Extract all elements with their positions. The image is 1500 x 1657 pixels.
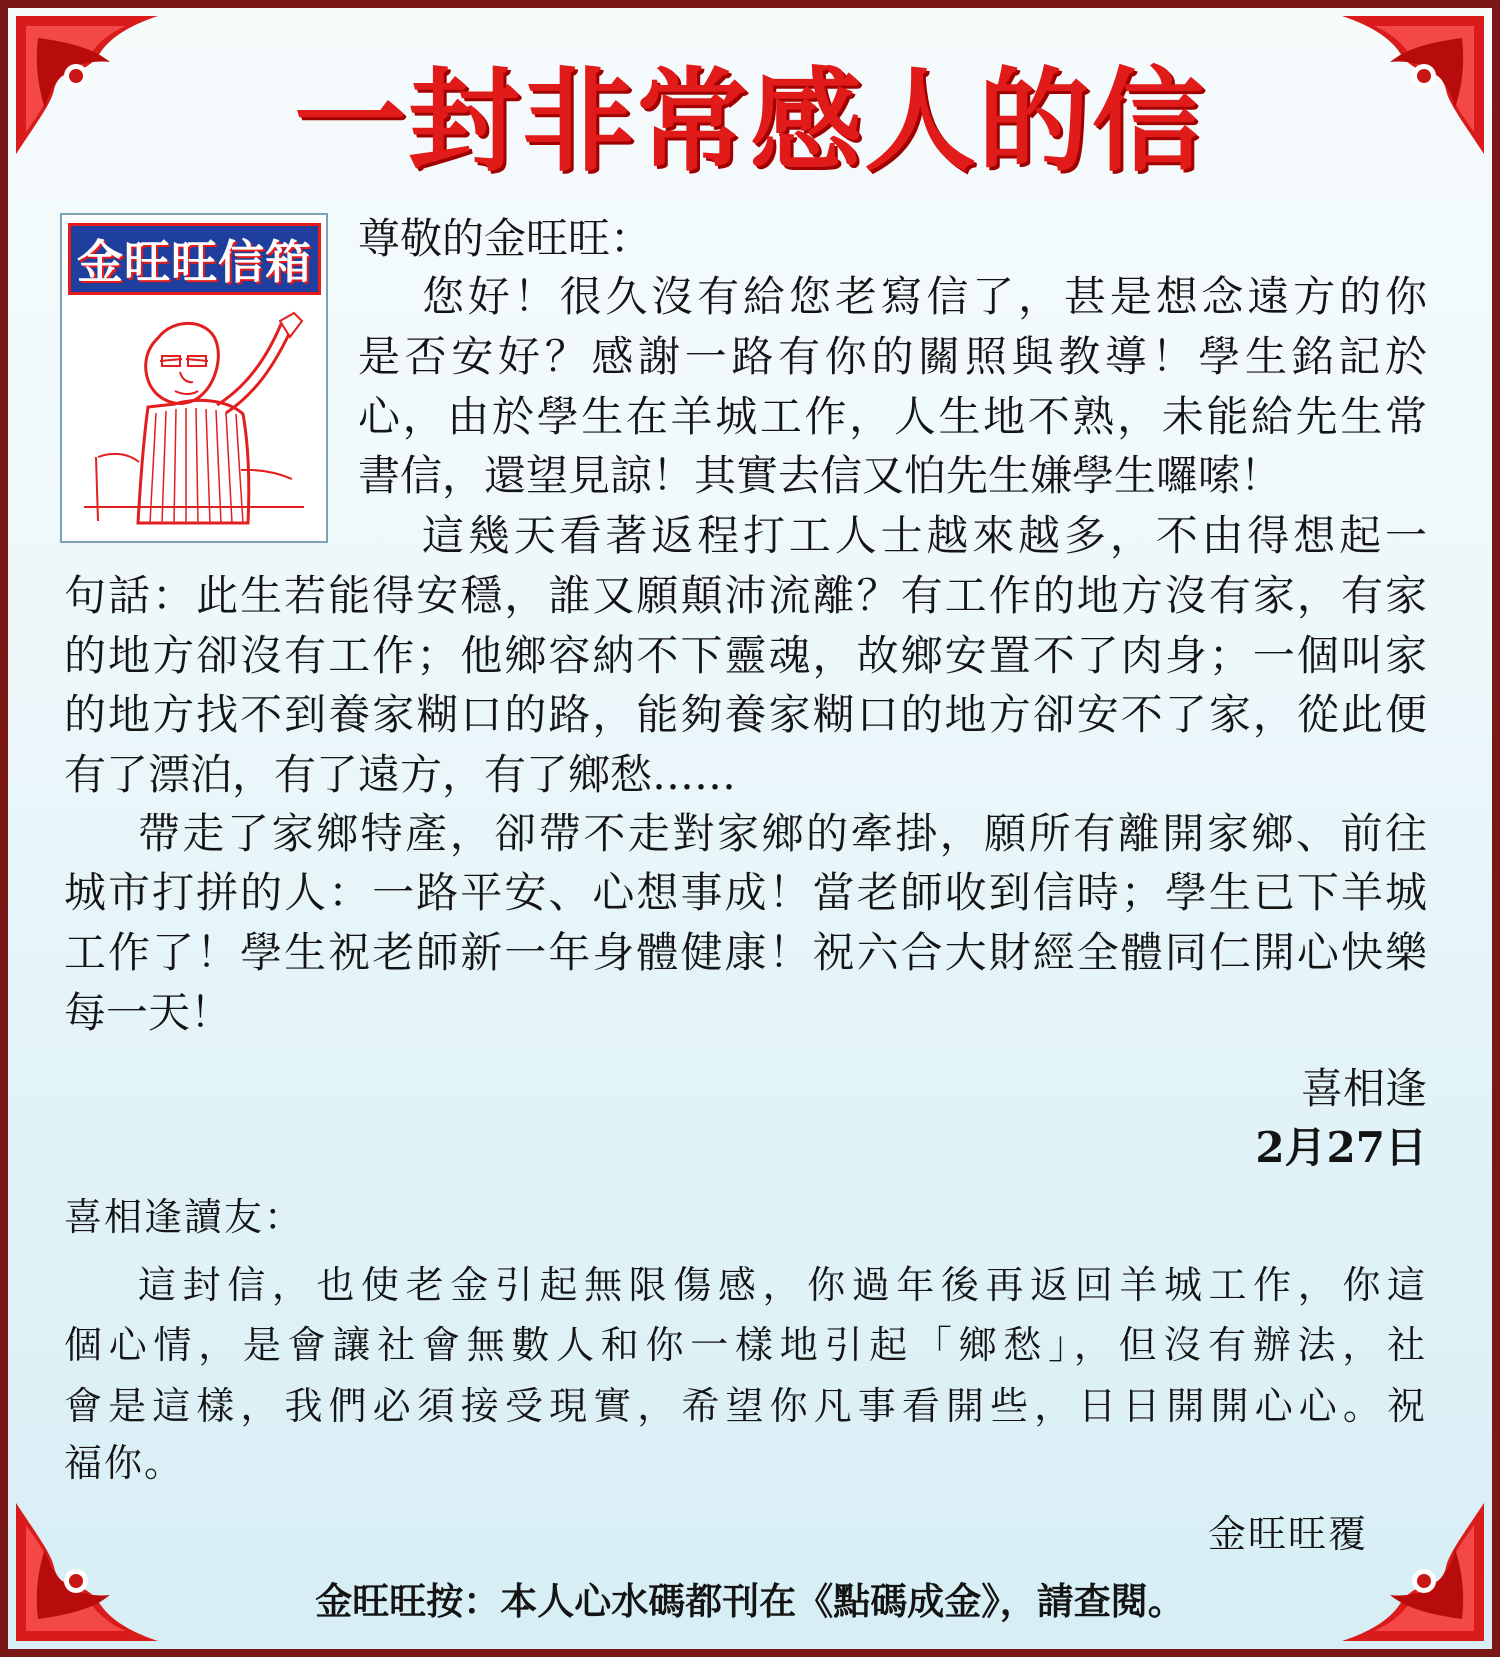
mailbox-logo xyxy=(60,213,328,543)
reply-salutation: 喜相逢讀友： xyxy=(64,1195,305,1239)
mailbox-logo-banner: 金旺旺信箱 xyxy=(68,223,321,295)
letter-line: 的地方卻沒有工作；他鄉容納不下靈魂，故鄉安置不了肉身；一個叫家 xyxy=(64,631,1427,680)
reply-signature: 金旺旺覆 xyxy=(1207,1512,1368,1556)
letter-line: 心，由於學生在羊城工作，人生地不熟，未能給先生常 xyxy=(358,392,1427,441)
letter-line: 您好！很久沒有給您老寫信了，甚是想念遠方的你 xyxy=(422,272,1427,321)
letter-line: 是否安好？感謝一路有你的關照與教導！學生銘記於 xyxy=(358,332,1427,381)
editor-note: 金旺旺按：本人心水碼都刊在《點碼成金》，請查閱。 xyxy=(315,1580,1185,1623)
letter-line: 句話：此生若能得安穩，誰又願顛沛流離？有工作的地方沒有家，有家 xyxy=(64,571,1427,620)
letter-line: 書信，還望見諒！其實去信又怕先生嫌學生囉嗦！ xyxy=(358,451,1283,500)
letter-signature: 喜相逢 xyxy=(1300,1064,1427,1113)
pointing-man-illustration xyxy=(72,303,318,533)
letter-date: 2月27日 xyxy=(1255,1123,1427,1172)
letter-line: 的地方找不到養家糊口的路，能夠養家糊口的地方卻安不了家，從此便 xyxy=(64,690,1427,739)
letter-line: 每一天！ xyxy=(64,988,233,1037)
letter-line: 有了漂泊，有了遠方，有了鄉愁…… xyxy=(64,750,737,799)
reply-line: 會是這樣，我們必須接受現實，希望你凡事看開些，日日開開心心。祝 xyxy=(64,1384,1427,1428)
letter-line: 帶走了家鄉特產，卻帶不走對家鄉的牽掛，願所有離開家鄉、前往 xyxy=(138,809,1427,858)
letter-salutation: 尊敬的金旺旺： xyxy=(358,214,653,263)
reply-line: 個心情，是會讓社會無數人和你一樣地引起「鄉愁」，但沒有辦法，社 xyxy=(64,1323,1427,1367)
reply-line: 這封信，也使老金引起無限傷感，你過年後再返回羊城工作，你這 xyxy=(138,1263,1427,1307)
reply-line: 福你。 xyxy=(64,1441,185,1485)
article-title: 一封非常感人的信 xyxy=(294,57,1206,187)
letter-line: 這幾天看著返程打工人士越來越多，不由得想起一 xyxy=(422,511,1427,560)
letter-line: 工作了！學生祝老師新一年身體健康！祝六合大財經全體同仁開心快樂 xyxy=(64,928,1427,977)
letter-line: 城市打拼的人：一路平安、心想事成！當老師收到信時；學生已下羊城 xyxy=(64,868,1427,917)
